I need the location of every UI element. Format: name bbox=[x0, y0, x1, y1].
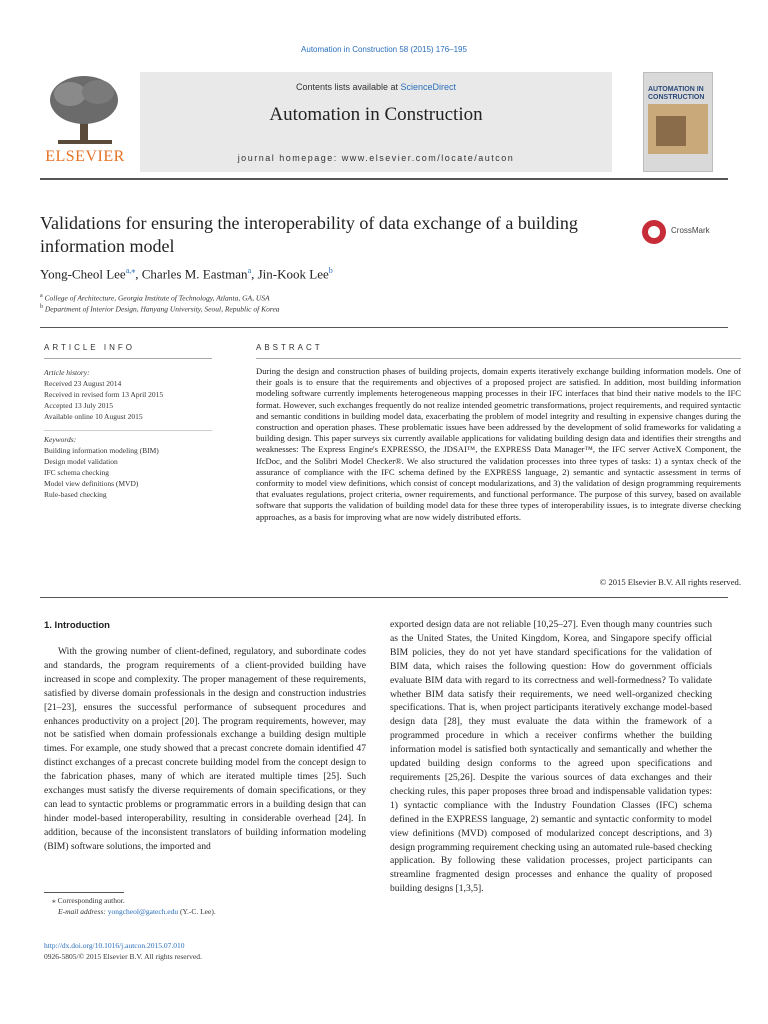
crossmark-label[interactable]: CrossMark bbox=[671, 226, 710, 235]
email-suffix: (Y.-C. Lee). bbox=[178, 907, 216, 916]
abstract-copyright: © 2015 Elsevier B.V. All rights reserved. bbox=[599, 577, 741, 587]
history-label: Article history: bbox=[44, 368, 90, 377]
author-affil-marker[interactable]: b bbox=[328, 266, 333, 275]
doi-link[interactable]: http://dx.doi.org/10.1016/j.autcon.2015.07.010 bbox=[44, 941, 185, 950]
article-info-heading: ARTICLE INFO bbox=[44, 343, 135, 352]
sciencedirect-link[interactable]: ScienceDirect bbox=[400, 82, 457, 92]
footnote-corresponding-text: Corresponding author. bbox=[57, 896, 125, 905]
journal-reference-link[interactable]: Automation in Construction 58 (2015) 176–195 bbox=[301, 45, 467, 54]
paper-title: Validations for ensuring the interoperability of data exchange of a building information model bbox=[40, 213, 578, 256]
keyword-item: IFC schema checking bbox=[44, 468, 109, 477]
email-link[interactable]: yongcheol@gatech.edu bbox=[107, 907, 179, 916]
author-list: Yong-Cheol Lee$^{a,⁎}$, Charles M. Eastman$^a$, Jin-Kook Lee$^b$ bbox=[40, 266, 333, 282]
affiliation-text: College of Architecture, Georgia Institute of Technology, Atlanta, GA, USA bbox=[44, 293, 270, 303]
header-divider bbox=[40, 178, 728, 180]
contents-prefix: Contents lists available at bbox=[295, 82, 401, 92]
affiliation-text: Department of Interior Design, Hanyang University, Seoul, Republic of Korea bbox=[44, 304, 280, 314]
keywords-divider bbox=[44, 430, 212, 431]
history-item: Available online 10 August 2015 bbox=[44, 412, 143, 421]
abstract-heading: ABSTRACT bbox=[256, 343, 323, 352]
footnote-divider bbox=[44, 892, 124, 893]
journal-homepage[interactable]: journal homepage: www.elsevier.com/locate/autcon bbox=[237, 153, 515, 163]
crossmark-icon-inner bbox=[648, 226, 660, 238]
affiliation-a bbox=[40, 293, 680, 303]
keyword-item: Rule-based checking bbox=[44, 490, 107, 499]
abstract-bottom-divider bbox=[40, 597, 728, 598]
affiliation-b bbox=[40, 304, 680, 314]
body-column-right: exported design data are not reliable [10,25–27]. Even though many countries such as the United States, the United Kingdom, Korea, and Singapore specify official BIM policies, they do not yet have standard specifications for the validation of BIM data, which raises the following question: How do government officials evaluate BIM data with regard to its correctness and well-formedness? To validate whether BIM data satisfy their requirements, we need well-organized checking specifications. That is, when project participants iteratively exchange model-based design data [28], they must evaluate the data within the framework of a programmed procedure in which a receiver confirms whether the building information model is satisfied both syntactically and semantically and whether the updated building design conforms to the agreed upon specifications and requirements [25,26]. Despite the various sources of data exchanges and their checking rules, this paper proposes three broad and indispensable validation types: 1) syntactic compliance with the Industry Foundation Classes (IFC) schema defined in the EXPRESS language, 2) semantic and syntactic conformity to model view definitions (MVD) composed of modularized concept descriptions, and 3) design programming requirement checking using an automated rule-based checking application. By following these validation processes, project participants can streamline fragmented design processes and enhance the quality of proposed building designs [1,3,5]. bbox=[390, 619, 712, 895]
keyword-item: Building information modeling (BIM) bbox=[44, 446, 159, 455]
footnote-email bbox=[58, 907, 216, 916]
abstract-text: During the design and construction phases of building projects, domain experts iteratively exchange building information models. One of their goals is to ensure that the requirements and objectives of a proposed project are satisfied. In addition, most building information modeling software currently implements heterogeneous mapping processes in their IFC interfaces that bind their native models to the IFC format. However, such exchanges frequently do not realize intended geometric transformations, project requirements, and required syntactic and semantic conditions in building model data, exacerbating the problem of model integrity and resulting in expensive changes during the construction and operation phases. These problematic issues have been addressed by the development of solid frameworks for validating a building design. This paper surveys six currently available applications for validating building design data and identifies their strengths and weaknesses: The Express Engine's EXPRESSO, the JDSAI™, the EXPRESS Data Manager™, the IFC server ActiveX Component, the IfcDoc, and the Solibri Model Checker®. We also structured the validation processes into three types of tasks: 1) a syntax check of the assurance of compliance with the IFC schema defined by the EXPRESS language, 2) semantic and syntactic assessment in terms of conformity to model view definitions, which consist of concept modularizations, and 3) the validation of design programming requirements that evaluates regulations, project criteria, owner requirements, and functional performance. The purpose of this survey, based on available software that supports the validation of building model data for these three types of interoperability issues, is to integrate diverse checking approaches, as a basis for improving what are now widely distributed efforts. bbox=[256, 366, 741, 522]
abstract-divider bbox=[256, 358, 741, 359]
footnote-marker: ⁎ bbox=[52, 896, 56, 905]
history-item: Received 23 August 2014 bbox=[44, 379, 122, 388]
cover-image-detail bbox=[656, 116, 686, 146]
email-label: E-mail address: bbox=[58, 907, 108, 916]
keywords-label: Keywords: bbox=[44, 435, 77, 444]
keyword-item: Model view definitions (MVD) bbox=[44, 479, 139, 488]
author-affil-marker[interactable]: a,⁎ bbox=[125, 266, 136, 275]
author-name[interactable]: Yong-Cheol Lee bbox=[40, 266, 126, 282]
affiliation-marker: b bbox=[40, 304, 43, 310]
history-item: Accepted 13 July 2015 bbox=[44, 401, 113, 410]
article-info-divider bbox=[44, 358, 212, 359]
contents-line bbox=[140, 82, 612, 92]
title-divider bbox=[40, 327, 728, 328]
author-name[interactable]: Jin-Kook Lee bbox=[257, 266, 329, 282]
history-item: Received in revised form 13 April 2015 bbox=[44, 390, 164, 399]
footnote-corresponding bbox=[52, 896, 125, 905]
body-column-left: With the growing number of client-defined, regulatory, and subordinate codes and standards, the program requirements of a client-provided building have increased in scope and complexity. The proper management of these requirements, satisfied by diverse domain professionals in the design and construction industries [21–23], ensures the successful performance of subsequent procedures and enhances productivity on a project [20]. The program requirements, however, may not be satisfied when domain professionals exchange a building design multiple times. For example, one study showed that a precast concrete domain identified 47 distinct exchanges of a precast concrete building model from the concept design to the fabrication phases, many of which are iterated multiple times [25]. Such exchanges must satisfy the diverse requirements of domain specifications, or they can lead to syntactic problems or programmatic errors in a building design that can hinder model-based interoperability, resulting in considerable overhead [24]. In addition, because of the inconsistent translators of building information modeling (BIM) software solutions, the imported and bbox=[44, 646, 366, 852]
elsevier-wordmark: ELSEVIER bbox=[45, 148, 125, 165]
cover-title: AUTOMATION IN CONSTRUCTION bbox=[648, 86, 705, 101]
author-affil-marker[interactable]: a bbox=[247, 266, 252, 275]
section-heading-introduction: 1. Introduction bbox=[44, 620, 110, 631]
author-name[interactable]: Charles M. Eastman bbox=[141, 266, 248, 282]
journal-title: Automation in Construction bbox=[269, 104, 483, 125]
keyword-item: Design model validation bbox=[44, 457, 118, 466]
issn-line: 0926-5805/© 2015 Elsevier B.V. All rights reserved. bbox=[44, 952, 202, 961]
affiliation-marker: a bbox=[40, 293, 43, 299]
